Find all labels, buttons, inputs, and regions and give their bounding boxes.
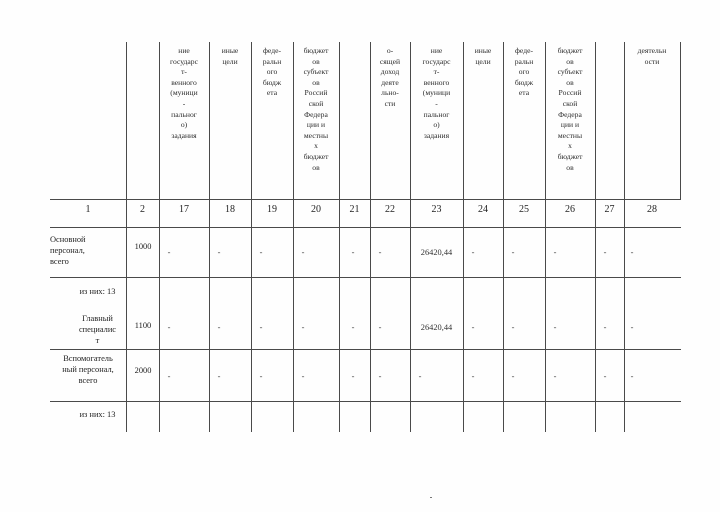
header-line: местны [557, 130, 583, 140]
header-col22 [371, 46, 409, 110]
header-line: о) [433, 120, 440, 130]
label-line: из них: 13 [79, 410, 116, 419]
header-line: (муници [170, 88, 198, 98]
header-line: венного [171, 77, 197, 87]
header-line: венного [423, 77, 450, 87]
header-line: субъект [303, 67, 329, 77]
row-code: 2000 [134, 366, 152, 375]
col-number: 26 [565, 204, 575, 215]
table-cell: - [511, 372, 515, 381]
header-line: ской [308, 98, 324, 108]
table-cell: - [630, 372, 634, 381]
header-line: феде- [263, 46, 281, 55]
header-col28 [625, 46, 679, 67]
table-cell: 26420,44 [420, 248, 453, 257]
header-line: сящей [379, 56, 401, 66]
header-col23 [411, 46, 462, 141]
header-col24 [464, 46, 502, 67]
label-line: т [95, 336, 100, 345]
row-label [50, 353, 126, 386]
header-line: пальног [423, 109, 450, 119]
header-line: бюдж [514, 77, 534, 87]
header-line: иные [474, 46, 492, 55]
header-line: цели [222, 56, 238, 66]
table-cell: - [167, 323, 171, 332]
header-line: государс [170, 56, 198, 66]
col-number: 22 [385, 204, 395, 215]
header-col17 [160, 46, 208, 141]
header-line: задания [171, 130, 197, 140]
header-line: местны [303, 130, 329, 140]
label-line: персонал, [50, 246, 85, 255]
row-label-subitems [70, 409, 125, 420]
col-number: 18 [225, 204, 235, 215]
label-line: Вспомогатель [63, 354, 113, 363]
table-cell: 26420,44 [420, 323, 453, 332]
header-line: феде- [515, 46, 533, 55]
header-line: бюджет [303, 46, 329, 55]
row-code: 1000 [134, 242, 152, 251]
header-line: ральн [514, 56, 534, 66]
header-line: - [435, 98, 438, 108]
table-cell: - [603, 248, 607, 257]
col-number: 25 [519, 204, 529, 215]
header-line: ние [430, 46, 443, 55]
header-line: деятельн [637, 46, 667, 55]
scan-speck [430, 497, 432, 498]
table-cell: - [217, 323, 221, 332]
table-cell: - [471, 372, 475, 381]
table-cell: - [378, 248, 382, 257]
table-cell: - [351, 248, 355, 257]
grid-line [50, 401, 681, 402]
table-cell: - [217, 372, 221, 381]
table-cell: - [511, 323, 515, 332]
header-line: бюдж [262, 77, 282, 87]
label-line: всего [78, 376, 98, 385]
header-line: иные [221, 46, 239, 55]
header-line: задания [423, 130, 450, 140]
grid-line [50, 199, 681, 200]
row-label [70, 313, 125, 346]
header-line: субъект [557, 67, 583, 77]
header-line: ов [566, 162, 574, 172]
header-line: ние [178, 46, 190, 55]
header-line: т- [181, 67, 187, 77]
col-number: 17 [179, 204, 189, 215]
header-line: ета [266, 88, 278, 98]
row-code: 1100 [134, 321, 152, 330]
label-line: всего [50, 257, 69, 266]
header-col20 [294, 46, 338, 173]
header-line: Россий [558, 88, 582, 98]
table-cell: - [167, 248, 171, 257]
header-line: ральн [262, 56, 282, 66]
col-number: 2 [140, 204, 145, 215]
col-number: 27 [604, 204, 615, 215]
header-col19 [252, 46, 292, 99]
col-number: 1 [85, 204, 91, 215]
header-line: Россий [304, 88, 328, 98]
grid-line [50, 227, 681, 228]
table-cell: - [351, 372, 355, 381]
header-line: ета [518, 88, 530, 98]
row-label-subitems [70, 286, 125, 297]
header-line: т- [433, 67, 440, 77]
col-number: 24 [478, 204, 488, 215]
header-line: льно- [381, 88, 399, 98]
table-cell: - [418, 372, 422, 381]
header-line: ов [312, 77, 320, 87]
header-line: пальног [171, 109, 197, 119]
label-line: Основной [50, 235, 86, 244]
header-line: деяте [381, 77, 399, 87]
header-line: ов [566, 77, 574, 87]
table-cell: - [301, 248, 305, 257]
header-line: о- [386, 46, 394, 55]
header-line: ской [562, 98, 578, 108]
table-cell: - [301, 323, 305, 332]
col-number: 28 [647, 204, 657, 215]
table-cell: - [259, 323, 263, 332]
table-cell: - [167, 372, 171, 381]
grid-line [50, 349, 681, 350]
grid-line [50, 277, 681, 278]
grid-line [680, 42, 681, 200]
table-cell: - [259, 248, 263, 257]
header-line: ов [566, 56, 574, 66]
header-line: Федера [304, 109, 328, 119]
header-line: ции и [306, 120, 326, 130]
label-line: Главный [82, 314, 113, 323]
header-line: бюджет [303, 151, 329, 161]
label-line: ный персонал, [62, 365, 114, 374]
header-line: ого [518, 67, 530, 77]
table-cell: - [553, 248, 557, 257]
header-line: государс [422, 56, 451, 66]
table-cell: - [603, 323, 607, 332]
header-line: ого [266, 67, 278, 77]
header-line: доход [380, 67, 400, 77]
header-line: х [568, 141, 572, 151]
label-line: специалис [78, 325, 117, 334]
header-col25 [504, 46, 544, 99]
label-line: из них: 13 [79, 287, 116, 296]
table-cell: - [511, 248, 515, 257]
header-line: (муници [422, 88, 451, 98]
header-col18 [210, 46, 250, 67]
header-line: ов [312, 56, 320, 66]
table-cell: - [301, 372, 305, 381]
header-line: ости [644, 56, 660, 66]
table-cell: - [603, 372, 607, 381]
grid-line [339, 42, 340, 432]
header-line: бюджет [557, 151, 583, 161]
header-line: о) [180, 120, 188, 130]
table-cell: - [471, 248, 475, 257]
col-number: 19 [267, 204, 277, 215]
table-cell: - [630, 248, 634, 257]
table-cell: - [553, 372, 557, 381]
header-line: ции и [560, 120, 580, 130]
col-number: 23 [431, 204, 442, 215]
header-line: х [314, 141, 318, 151]
header-line: Федера [558, 109, 582, 119]
table-cell: - [259, 372, 263, 381]
table-cell: - [217, 248, 221, 257]
header-line: сти [384, 98, 396, 108]
table-cell: - [471, 323, 475, 332]
table-cell: - [378, 372, 382, 381]
header-line: бюджет [557, 46, 583, 55]
row-label [50, 234, 98, 267]
col-number: 20 [311, 204, 321, 215]
header-line: цели [475, 56, 491, 66]
table-cell: - [630, 323, 634, 332]
table-cell: - [553, 323, 557, 332]
table-cell: - [378, 323, 382, 332]
header-col26 [546, 46, 594, 173]
table-cell: - [351, 323, 355, 332]
header-line: ов [312, 162, 320, 172]
header-line: - [182, 98, 186, 108]
col-number: 21 [349, 204, 360, 215]
